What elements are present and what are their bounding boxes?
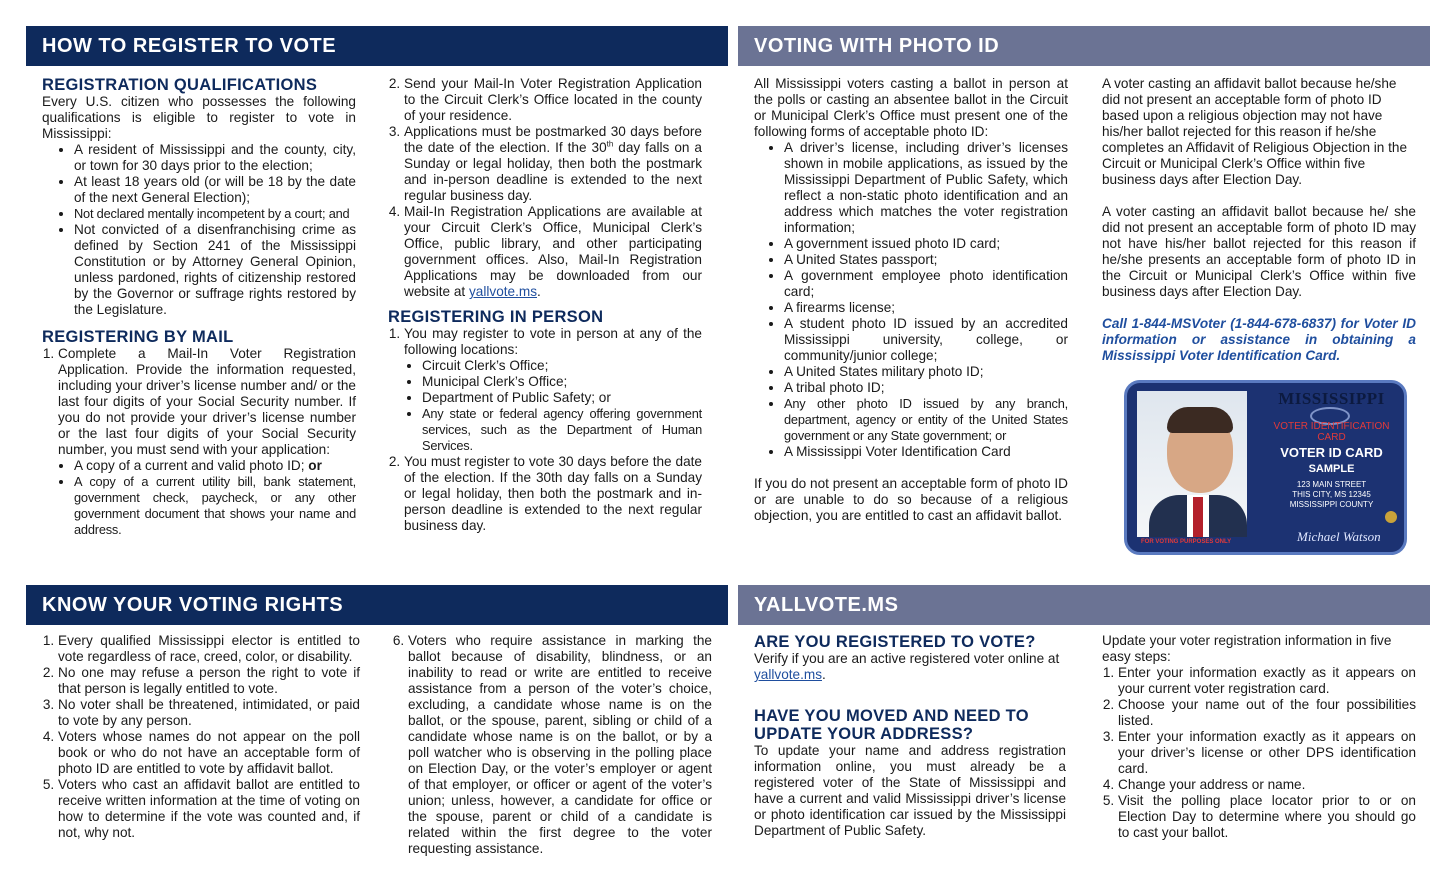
update-steps-list (1102, 665, 1416, 841)
banner-voting-with-photo-id: VOTING WITH PHOTO ID (738, 26, 1430, 66)
card-photo (1137, 391, 1247, 537)
photo-id-item: • A government employee photo identification card; (784, 268, 1068, 300)
in-person-locations-list (404, 358, 702, 454)
update-step: 1. Enter your information exactly as it appears on your current voter registration card. (1118, 665, 1416, 697)
register-column-2 (388, 76, 702, 534)
mail-step-text: Mail-In Registration Applications are available at your Circuit Clerk’s Office, Municipal Clerk’s Office, public library, and other participating government offices. Also, Mail-In Registration Applications may be downloaded from our website at (404, 204, 702, 299)
card-title: VOTER ID CARD (1280, 445, 1383, 460)
card-subtitle: VOTER IDENTIFICATION CARD (1273, 421, 1390, 443)
qualifications-list (42, 142, 356, 318)
in-person-step (404, 326, 702, 454)
rights-item: 5. Voters who cast an affidavit ballot are entitled to receive written information at the time of voting on how to determine if the vote was counted and, if not, why not. (58, 777, 360, 841)
registered-heading: ARE YOU REGISTERED TO VOTE? (754, 633, 1036, 651)
photo-id-item: • A driver’s license, including driver’s licenses shown in mobile applications, as issued by the Mississippi Department of Public Safety, which reflect a non-static photo identification and an address which matches the voter registration information; (784, 140, 1068, 236)
call-voter-id-line: Call 1-844-MSVoter (1-844-678-6837) for Voter ID information or assistance in obtaining a Mississippi Voter Identification Card. (1102, 316, 1416, 363)
location-item: • Department of Public Safety; or (422, 390, 702, 406)
moved-heading: HAVE YOU MOVED AND NEED TO UPDATE YOUR ADDRESS? (754, 707, 1029, 743)
religious-objection-paragraph: A voter casting an affidavit ballot because he/she did not present an acceptable form of photo ID based upon a religious objection may not have his/her ballot rejected for this reason if he/she completes an Affidavit of Religious Objection in the Circuit or Municipal Clerk’s Office within five business days after Election Day. (1102, 76, 1408, 187)
qualification-item: • A resident of Mississippi and the county, city, or town for 30 days prior to the election; (74, 142, 356, 174)
card-address (1259, 480, 1404, 510)
photo-id-item: • A Mississippi Voter Identification Card (784, 444, 1068, 460)
card-address-line: MISSISSIPPI COUNTY (1289, 500, 1374, 509)
banner-know-your-rights: KNOW YOUR VOTING RIGHTS (26, 585, 728, 625)
in-person-steps-list (388, 326, 702, 534)
qualification-item: • At least 18 years old (or will be 18 by the date of the next General Election); (74, 174, 356, 206)
mail-document-or: or (308, 458, 322, 473)
rights-column-1 (42, 633, 360, 841)
photo-id-column-2 (1102, 76, 1416, 364)
card-photo-hair (1167, 407, 1233, 433)
card-emblem-icon (1385, 511, 1397, 523)
card-address-line: 123 MAIN STREET (1296, 480, 1367, 489)
mail-document-photo-id: A copy of a current and valid photo ID; (74, 458, 305, 473)
photo-id-item: • A student photo ID issued by an accredited Mississippi university, college, or community/junior college; (784, 316, 1068, 364)
ordinal-suffix: th (606, 139, 614, 149)
qualifications-intro: Every U.S. citizen who possesses the following qualifications is eligible to register to vote in Mississippi: (42, 94, 356, 141)
photo-id-column-1 (754, 76, 1068, 524)
location-item: • Circuit Clerk’s Office; (422, 358, 702, 374)
yallvote-link[interactable]: yallvote.ms (469, 284, 537, 299)
mail-step (404, 124, 702, 204)
yallvote-column-1 (754, 633, 1066, 839)
mail-document-item: • A copy of a current utility bill, bank statement, government check, paycheck, or any other government document that shows your name and address. (74, 474, 356, 538)
register-column-1 (42, 76, 356, 538)
update-step: 4. Change your address or name. (1118, 777, 1416, 793)
rights-item: 6. Voters who require assistance in marking the ballot because of disability, blindness, or an inability to read or write are entitled to receive assistance from a person of the voter’s choice, excluding, a candidate whose name is on the ballot, or the spouse, parent, sibling or child of a candidate whose name is on the ballot, or by a poll watcher who is observing in the polling place on Election Day, or the voter’s employer or agent of that employer, or officer or agent of the voter’s union; unless, however, a candidate for office or the spouse, parent or child of a candidate is related within the first degree to the voter requesting assistance. (408, 633, 712, 857)
mail-heading: REGISTERING BY MAIL (42, 328, 234, 346)
mail-documents-list (58, 458, 356, 538)
card-sample: SAMPLE (1308, 463, 1355, 475)
update-intro: Update your voter registration information in five easy steps: (1102, 633, 1392, 664)
yallvote-column-2 (1102, 633, 1416, 841)
mail-steps-list-continued (388, 76, 702, 300)
no-id-paragraph: If you do not present an acceptable form of photo ID or are unable to do so because of a religious objection, you are entitled to cast an affidavit ballot. (754, 476, 1068, 523)
photo-id-item: • A firearms license; (784, 300, 1068, 316)
photo-id-item: • A government issued photo ID card; (784, 236, 1068, 252)
mail-document-item (74, 458, 356, 474)
card-purpose: FOR VOTING PURPOSES ONLY (1141, 539, 1232, 545)
card-state-name: MISSISSIPPI (1278, 389, 1385, 408)
qualification-item: • Not declared mentally incompetent by a court; and (74, 206, 356, 222)
present-later-paragraph: A voter casting an affidavit ballot because he/ she did not present an acceptable form of photo ID may not have his/her ballot rejected for this reason if he/she presents an acceptable form of photo ID in the Circuit or Municipal Clerk’s Office within five business days after Election Day. (1102, 204, 1416, 299)
in-person-step: 2. You must register to vote 30 days before the date of the election. If the 30th day falls on a Sunday or legal holiday, then both the postmark and in-person deadline is extended to the next regular business day. (404, 454, 702, 534)
update-step: 5. Visit the polling place locator prior to or on Election Day to determine where you should go to cast your ballot. (1118, 793, 1416, 841)
rights-item: 1. Every qualified Mississippi elector is entitled to vote regardless of race, creed, color, or disability. (58, 633, 360, 665)
yallvote-verify-link[interactable]: yallvote.ms (754, 667, 822, 682)
mail-step-text: Applications must be postmarked 30 days before the date of the election. If the 30 (404, 124, 702, 155)
photo-id-item: • Any other photo ID issued by any branch, department, agency or entity of the United States government or any State government; or (784, 396, 1068, 444)
moved-text: To update your name and address registration information online, you must already be a registered voter of the State of Mississippi and have a current and valid Mississippi driver’s license or photo identification car issued by the Mississippi Department of Public Safety. (754, 743, 1066, 838)
location-item: • Any state or federal agency offering government services, such as the Department of Human Services. (422, 406, 702, 454)
in-person-heading: REGISTERING IN PERSON (388, 308, 604, 326)
banner-how-to-register: HOW TO REGISTER TO VOTE (26, 26, 728, 66)
card-photo-tie (1193, 497, 1203, 537)
photo-id-item: • A United States passport; (784, 252, 1068, 268)
photo-id-item: • A United States military photo ID; (784, 364, 1068, 380)
card-address-line: THIS CITY, MS 12345 (1292, 490, 1371, 499)
mail-step-text: day falls on a Sunday or legal holiday, then both the postmark and in-person deadline is extended to the next regular business day. (404, 140, 702, 203)
photo-id-list (754, 140, 1068, 460)
in-person-step-text: You may register to vote in person at any of the following locations: (404, 326, 702, 357)
registered-text (754, 651, 1066, 683)
qualifications-heading: REGISTRATION QUALIFICATIONS (42, 76, 318, 94)
rights-list (42, 633, 360, 841)
mail-step: 2. Send your Mail-In Voter Registration Application to the Circuit Clerk’s Office located in the county of your residence. (404, 76, 702, 124)
rights-item: 4. Voters whose names do not appear on the poll book or who do not have an acceptable form of photo ID are entitled to vote by affidavit ballot. (58, 729, 360, 777)
rights-item: 3. No voter shall be threatened, intimidated, or paid to vote by any person. (58, 697, 360, 729)
card-signature: Michael Watson (1297, 529, 1381, 544)
photo-id-item: • A tribal photo ID; (784, 380, 1068, 396)
registered-period: . (822, 667, 826, 682)
location-item: • Municipal Clerk’s Office; (422, 374, 702, 390)
registered-text-body: Verify if you are an active registered voter online at (754, 651, 1060, 666)
qualification-item: • Not convicted of a disenfranchising crime as defined by Section 241 of the Mississippi Constitution or by Attorney General Opinion, unless pardoned, rights of citizenship restored by the Governor or suffrage rights restored by the Legislature. (74, 222, 356, 318)
rights-list-continued (392, 633, 712, 857)
mail-step: 4. Mail-In Registration Applications are available at your Circuit Clerk’s Office, Municipal Clerk’s Office, public library, and other participating government offices. Also, Mail-In Registration Applications may be downloaded from our website at yallvote.ms. (404, 204, 702, 300)
voter-id-card-image (1124, 380, 1407, 555)
banner-yallvote: YALLVOTE.MS (738, 585, 1430, 625)
mail-step-text: Complete a Mail-In Voter Registration Application. Provide the information requested, including your driver’s license number and/ or the last four digits of your Social Security number. If you do not provide your driver’s license number or the last four digits of your Social Security number, you must send with your application: (58, 346, 356, 457)
mail-steps-list (42, 346, 356, 538)
rights-column-2 (392, 633, 712, 857)
rights-item: 2. No one may refuse a person the right to vote if that person is legally entitled to vote. (58, 665, 360, 697)
mail-step (58, 346, 356, 538)
update-step: 2. Choose your name out of the four possibilities listed. (1118, 697, 1416, 729)
photo-id-intro: All Mississippi voters casting a ballot in person at the polls or casting an absentee ballot in the Circuit or Municipal Clerk’s Office must present one of the following forms of acceptable photo ID: (754, 76, 1068, 139)
update-step: 3. Enter your information exactly as it appears on your driver’s license or other DPS identification card. (1118, 729, 1416, 777)
